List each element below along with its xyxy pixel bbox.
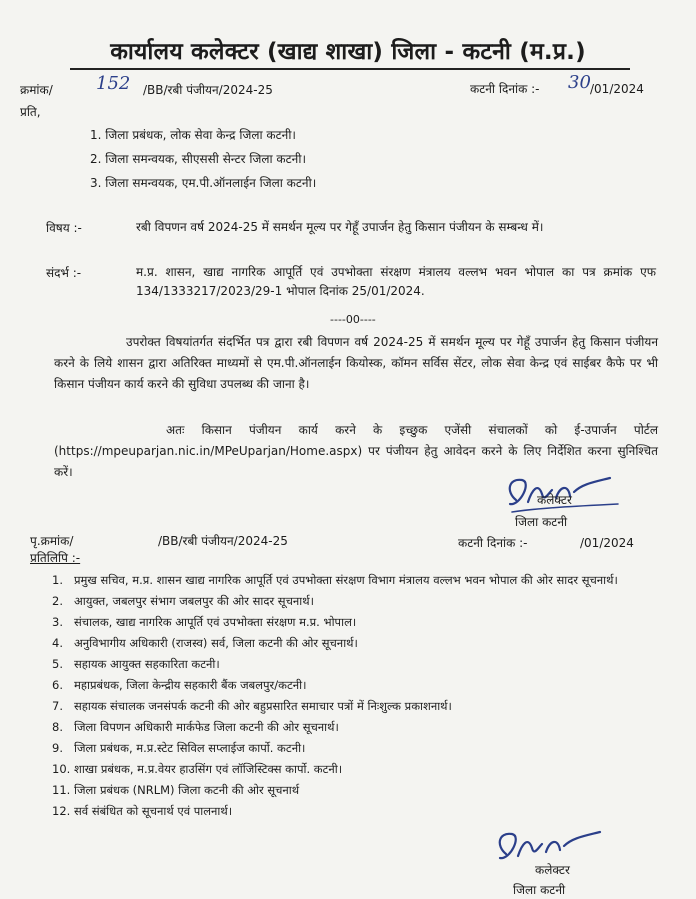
list-item: [52, 593, 652, 609]
list-item: [52, 572, 652, 588]
endorsement-code: /BB/रबी पंजीयन/2024-25: [158, 534, 288, 548]
item-text: जिला विपणन अधिकारी मार्कफेड जिला कटनी की ओर सूचनार्थ।: [74, 720, 339, 734]
subject-text: रबी विपणन वर्ष 2024-25 में समर्थन मूल्य पर गेहूँ उपार्जन हेतु किसान पंजीयन के सम्बन्ध में।: [136, 220, 544, 234]
list-item: [52, 782, 652, 798]
list-item: [52, 803, 652, 819]
ref-date-rest: /01/2024: [590, 82, 644, 96]
item-text: शाखा प्रबंधक, म.प्र.वेयर हाउसिंग एवं लॉजिस्टिक्स कार्पो. कटनी।: [74, 762, 343, 776]
addressee-3: 3. जिला समन्वयक, एम.पी.ऑनलाईन जिला कटनी।: [90, 176, 317, 190]
item-text: आयुक्त, जबलपुर संभाग जबलपुर की ओर सादर सूचनार्थ।: [74, 594, 314, 608]
list-item: [52, 614, 652, 630]
signature-2-designation: कलेक्टर: [535, 863, 570, 877]
list-item: [52, 677, 652, 693]
item-number: 11.: [52, 783, 71, 797]
endorsement-date-label: कटनी दिनांक :-: [458, 536, 528, 550]
body-paragraph-2: अतः किसान पंजीयन कार्य करने के इच्छुक एजेंसी संचालकों को ई-उपार्जन पोर्टल (https://mpeuparjan.nic.in/MPeUparjan/Home.aspx) पर पंजीयन हेतु आवेदन करने के लिए निर्देशित करना सुनिश्चित करें।: [54, 423, 658, 479]
office-title: कार्यालय कलेक्टर (खाद्य शाखा) जिला - कटनी (म.प्र.): [110, 39, 586, 65]
list-item: [52, 698, 652, 714]
addressee-2: 2. जिला समन्वयक, सीएससी सेन्टर जिला कटनी।: [90, 152, 306, 166]
item-number: 10.: [52, 762, 71, 776]
ref-number-handwritten: 152: [96, 73, 131, 94]
item-number: 12.: [52, 804, 71, 818]
signature-1-designation: कलेक्टर: [537, 493, 572, 507]
item-text: अनुविभागीय अधिकारी (राजस्व) सर्व, जिला कटनी की ओर सूचनार्थ।: [74, 636, 358, 650]
list-item: [52, 761, 652, 777]
item-number: 4.: [52, 636, 63, 650]
list-item: [52, 635, 652, 651]
addressee-1: 1. जिला प्रबंधक, लोक सेवा केन्द्र जिला कटनी।: [90, 128, 296, 142]
list-item: [52, 719, 652, 735]
ref-code: /BB/रबी पंजीयन/2024-25: [143, 83, 273, 97]
item-number: 2.: [52, 594, 63, 608]
ref-date-label: कटनी दिनांक :-: [470, 82, 540, 96]
separator: ----00----: [330, 313, 376, 326]
item-number: 8.: [52, 720, 63, 734]
item-text: जिला प्रबंधक, म.प्र.स्टेट सिविल सप्लाईज कार्पो. कटनी।: [74, 741, 306, 755]
item-number: 9.: [52, 741, 63, 755]
item-text: सर्व संबंधित को सूचनार्थ एवं पालनार्थ।: [74, 804, 233, 818]
list-item: [52, 740, 652, 756]
ref-label: क्रमांक/: [20, 83, 53, 97]
item-text: सहायक संचालक जनसंपर्क कटनी की ओर बहुप्रसारित समाचार पत्रों में निःशुल्क प्रकाशनार्थ।: [74, 699, 452, 713]
item-number: 6.: [52, 678, 63, 692]
body-paragraph-1: उपरोक्त विषयांतर्गत संदर्भित पत्र द्वारा रबी विपणन वर्ष 2024-25 में समर्थन मूल्य पर गेहूँ उपार्जन हेतु किसान पंजीयन करने के लिये शासन द्वारा अतिरिक्त माध्यमों से एम.पी.ऑनलाईन कियोस्क, कॉमन सर्विस सेंटर, लोक सेवा केन्द्र एवं साईबर कैफे पर भी किसान पंजीयन कार्य करने की सुविधा उपलब्ध की जाना है।: [54, 335, 658, 391]
endorsement-date-rest: /01/2024: [580, 536, 634, 550]
copy-to-label: प्रतिलिपि :-: [30, 551, 81, 565]
signature-1-district: जिला कटनी: [515, 515, 568, 529]
item-number: 3.: [52, 615, 63, 629]
copy-to-list: [52, 572, 652, 824]
item-number: 5.: [52, 657, 63, 671]
item-text: संचालक, खाद्य नागरिक आपूर्ति एवं उपभोक्ता संरक्षण म.प्र. भोपाल।: [74, 615, 357, 629]
item-number: 1.: [52, 573, 63, 587]
item-text: महाप्रबंधक, जिला केन्द्रीय सहकारी बैंक जबलपुर/कटनी।: [74, 678, 307, 692]
item-text: प्रमुख सचिव, म.प्र. शासन खाद्य नागरिक आपूर्ति एवं उपभोक्ता संरक्षण विभाग मंत्रालय वल्लभ भवन भोपाल की ओर सादर सूचनार्थ।: [74, 573, 618, 587]
signature-2-district: जिला कटनी: [513, 883, 566, 897]
subject-label: विषय :-: [46, 221, 82, 235]
list-item: [52, 656, 652, 672]
reference-label: संदर्भ :-: [46, 266, 82, 280]
title-underline: [70, 68, 630, 70]
item-text: सहायक आयुक्त सहकारिता कटनी।: [74, 657, 220, 671]
to-label: प्रति,: [20, 105, 41, 119]
ref-date-day-handwritten: 30: [568, 72, 591, 93]
reference-text: म.प्र. शासन, खाद्य नागरिक आपूर्ति एवं उपभोक्ता संरक्षण मंत्रालय वल्लभ भवन भोपाल का पत्र क्रमांक एफ 134/1333217/2023/29-1 भोपाल दिनांक 25/01/2024.: [136, 265, 656, 298]
endorsement-label: पृ.क्रमांक/: [30, 534, 74, 548]
item-number: 7.: [52, 699, 63, 713]
item-text: जिला प्रबंधक (NRLM) जिला कटनी की ओर सूचनार्थ: [74, 783, 300, 797]
